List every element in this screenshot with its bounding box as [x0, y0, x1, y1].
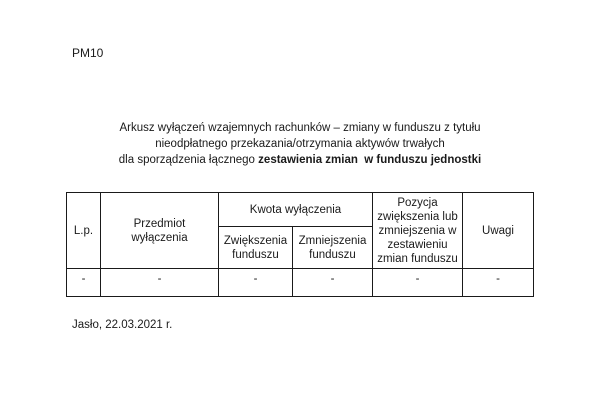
document-heading	[0, 120, 600, 168]
heading-line-1: Arkusz wyłączeń wzajemnych rachunków – zmiany w funduszu z tytułu	[119, 122, 481, 134]
heading-bold-part-1: zestawienia zmian	[258, 154, 358, 166]
header-subject: Przedmiot wyłączenia	[101, 193, 219, 269]
cell-subject: -	[101, 269, 219, 297]
doc-code: PM10	[72, 46, 104, 60]
heading-line-3	[0, 152, 600, 168]
eliminations-table	[66, 192, 534, 297]
header-increases: Zwiększenia funduszu	[219, 227, 293, 269]
header-lp: L.p.	[67, 193, 101, 269]
table-header-row	[67, 193, 534, 227]
header-decreases: Zmniejszenia funduszu	[293, 227, 373, 269]
place-date: Jasło, 22.03.2021 r.	[72, 319, 173, 331]
cell-increases: -	[219, 269, 293, 297]
cell-remarks: -	[463, 269, 534, 297]
table-row	[67, 269, 534, 297]
cell-decreases: -	[293, 269, 373, 297]
header-amount-group: Kwota wyłączenia	[219, 193, 373, 227]
header-position: Pozycja zwiększenia lub zmniejszenia w zestawieniu zmian funduszu	[373, 193, 463, 269]
header-remarks: Uwagi	[463, 193, 534, 269]
cell-lp: -	[67, 269, 101, 297]
heading-bold-part-2: w funduszu jednostki	[364, 154, 482, 166]
cell-position: -	[373, 269, 463, 297]
heading-line-3-prefix: dla sporządzenia łącznego	[118, 154, 255, 166]
heading-line-2: nieodpłatnego przekazania/otrzymania aktywów trwałych	[155, 138, 445, 150]
